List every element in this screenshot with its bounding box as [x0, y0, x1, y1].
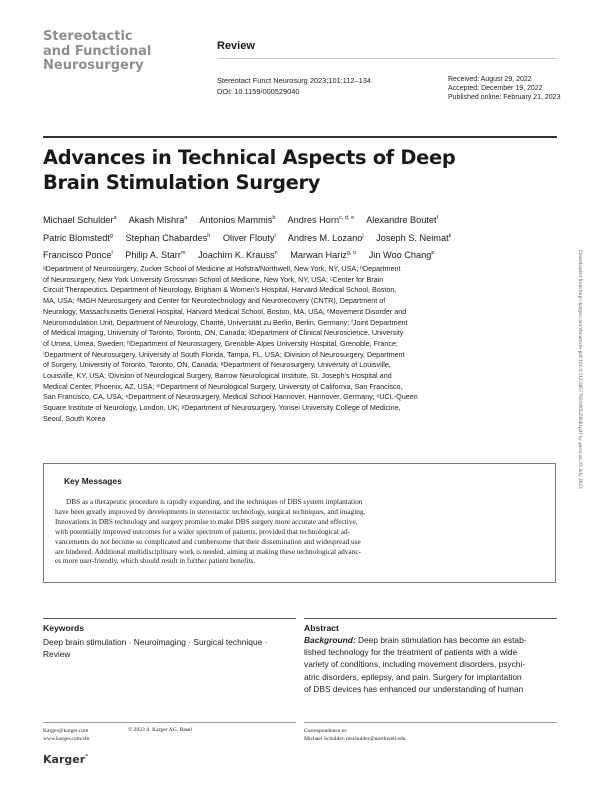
title-divider [43, 136, 557, 138]
keywords-divider [43, 618, 296, 619]
author-name: Michael Schulder$^a$ [43, 215, 117, 225]
author-name: Antonios Mammis$^b$ [199, 215, 276, 225]
publisher-logo: Karger° [43, 753, 89, 766]
journal-name-line: and Functional [43, 43, 152, 59]
article-type-label: Review [217, 40, 255, 52]
author-name: Andres M. Lozano$^j$ [287, 232, 364, 243]
abstract-line: lished technology for the treatment of patients with a wide [304, 647, 518, 658]
key-messages-text [55, 497, 545, 566]
abstract-heading: Abstract [304, 623, 339, 633]
published-date: Published online: February 21, 2023 [448, 94, 561, 101]
publisher-contact [43, 727, 89, 743]
abstract-lead: Background: [304, 635, 356, 645]
author-name: Akash Mishra$^a$ [128, 215, 188, 225]
affiliation-line: ᵃDepartment of Neurosurgery, Zucker School of Medicine at Hofstra/Northwell, New York, NY, USA; ᵇDepartment [43, 264, 401, 273]
citation-block [217, 75, 371, 97]
copyright-notice: © 2023 S. Karger AG, Basel [128, 727, 192, 733]
author-list [43, 211, 563, 264]
header-divider [217, 58, 557, 59]
key-messages-box [43, 463, 556, 583]
author-row [43, 211, 563, 229]
title-line: Advances in Technical Aspects of Deep [43, 146, 456, 169]
author-name: Francisco Ponce$^l$ [43, 250, 113, 260]
title-line: Brain Stimulation Surgery [43, 171, 321, 194]
affiliation-line: Louisville, KY, USA; ˡDivision of Neurological Surgery, Barrow Neurological Institute, St. Joseph's Hospital and [43, 371, 392, 381]
affiliation-line: Circuit Therapeutics, Department of Neurology, Brigham & Women's Hospital, Harvard Medical School, Boston, [43, 285, 397, 295]
affiliation-line: of Medical Imaging, University of Toronto, Toronto, ON, Canada; ᵍDepartment of Clinical Neuroscience, University [43, 328, 404, 338]
affiliation-line: Square Institute of Neurology, London, UK; ᵖDepartment of Neurosurgery, Yonsei University College of Medicine, [43, 403, 401, 413]
key-messages-line: with potentially improved outcomes for a wider spectrum of patients, provided that technological ad- [55, 526, 351, 536]
journal-name [43, 30, 203, 74]
key-messages-line: DBS as a therapeutic procedure is rapidly expanding, and the techniques of DBS system implantation [55, 497, 363, 506]
author-name: Philip A. Starr$^m$ [125, 250, 186, 260]
affiliation-line: of Umea, Umea, Sweden; ʰDepartment of Neurosurgery, Grenoble-Alpes University Hospital, Grenoble, France; [43, 338, 398, 348]
correspondence-contact[interactable]: Michael Schulder, mschulder@northwell.edu [304, 736, 406, 742]
author-name: Andres Horn$^{c, d, e}$ [287, 215, 355, 225]
logo-mark-icon: ° [85, 753, 89, 761]
author-name: Joseph S. Neimat$^k$ [376, 232, 452, 243]
publication-dates [448, 75, 560, 102]
author-name: Patric Blomstedt$^g$ [43, 232, 113, 243]
key-messages-line: Innovations in DBS technology and surgery promise to make DBS surgery more accurate and effective, [55, 516, 358, 526]
footer-divider-left [43, 722, 296, 723]
correspondence-block [304, 727, 406, 743]
author-name: Joachim K. Krauss$^n$ [198, 250, 278, 260]
abstract-line: of DBS devices has enhanced our understanding of human [304, 683, 524, 694]
author-name: Marwan Hariz$^{g, o}$ [290, 250, 357, 260]
affiliation-line: MA, USA; ᵈMGH Neurosurgery and Center for Neurotechnology and Neurorecovery (CNTR), Department of [43, 296, 386, 306]
accepted-date: Accepted: December 19, 2022 [448, 85, 543, 92]
author-row [43, 229, 563, 247]
article-title [43, 145, 543, 195]
download-watermark [577, 250, 582, 550]
download-watermark-text: Downloaded from http://karger.com/sfn/article-pdf/101/2/112/3857769/000529040.pdf by guest on 23 July 2023 [577, 250, 583, 489]
abstract-line: atric disorders, epilepsy, and pain. Surgery for implantation [304, 671, 522, 682]
key-messages-heading: Key Messages [64, 476, 122, 486]
received-date: Received: August 29, 2022 [448, 76, 532, 83]
affiliation-line: ⁱDepartment of Neurosurgery, University of South Florida, Tampa, FL, USA; ʲDivision of Neurosurgery, Department [43, 349, 405, 359]
affiliation-line: Seoul, South Korea [43, 413, 106, 423]
key-messages-line: have been greatly improved by developments in stereotactic technology, surgical techniques, and imaging. [55, 506, 366, 516]
keywords-heading: Keywords [43, 623, 85, 633]
author-name: Jin Woo Chang$^p$ [368, 250, 435, 260]
publisher-email[interactable]: Karger@karger.com [43, 728, 89, 734]
key-messages-line: es more user-friendly, which should result in further patient benefits. [55, 556, 256, 566]
keywords-line: Deep brain stimulation · Neuroimaging · Surgical technique · [43, 637, 268, 647]
doi-link[interactable]: DOI: 10.1159/000529040 [217, 87, 300, 96]
author-name: Stephan Chabardes$^h$ [125, 232, 211, 243]
keywords-line: Review [43, 649, 71, 659]
affiliation-line: of Surgery, University of Toronto, Toronto, ON, Canada; ᵏDepartment of Neurosurgery, University of Louisville, [43, 360, 391, 370]
affiliation-line: Neurology, Massachusetts General Hospital, Harvard Medical School, Boston, MA, USA; ᵉMovement Disorder and [43, 306, 407, 316]
footer-divider-right [304, 722, 557, 723]
affiliation-line: of Neurosurgery, New York University Grossman School of Medicine, New York, NY, USA; ᶜCenter for Brain [43, 274, 384, 284]
keywords-list [43, 636, 293, 660]
abstract-line: variety of conditions, including movement disorders, psychi- [304, 659, 526, 670]
correspondence-label: Correspondence to: [304, 728, 348, 734]
publisher-website[interactable]: www.karger.com/sfn [43, 736, 90, 742]
abstract-divider [304, 618, 557, 619]
affiliations [43, 264, 553, 425]
journal-name-line: Neurosurgery [43, 58, 144, 73]
affiliation-line: San Francisco, CA, USA; ⁿDepartment of Neurosurgery, Medical School Hannover, Hannover, Germany; ᵒUCL-Queen [43, 392, 418, 402]
abstract-text [304, 634, 556, 695]
abstract-line: Background: Deep brain stimulation has become an estab- [304, 635, 527, 645]
key-messages-line: are hindered. Additional multidisciplinary work is needed, aiming at making these technological advanc- [55, 546, 361, 556]
affiliation-line: Medical Center, Phoenix, AZ, USA; ᵐDepartment of Neurological Surgery, University of California, San Francisco, [43, 381, 403, 391]
author-name: Oliver Flouty$^i$ [222, 232, 276, 243]
author-row [43, 246, 563, 264]
journal-name-line: Stereotactic [43, 29, 133, 44]
journal-reference: Stereotact Funct Neurosurg 2023;101:112–134 [217, 76, 371, 85]
author-name: Alexandre Boutet$^f$ [366, 215, 439, 225]
affiliation-line: Neuromodulation Unit, Department of Neurology, Charité, Universität zu Berlin, Berlin, Germany; ᶠJoint Department [43, 317, 408, 327]
key-messages-line: vancements do not become so complicated and cumbersome that their dissemination and widespread use [55, 536, 361, 546]
